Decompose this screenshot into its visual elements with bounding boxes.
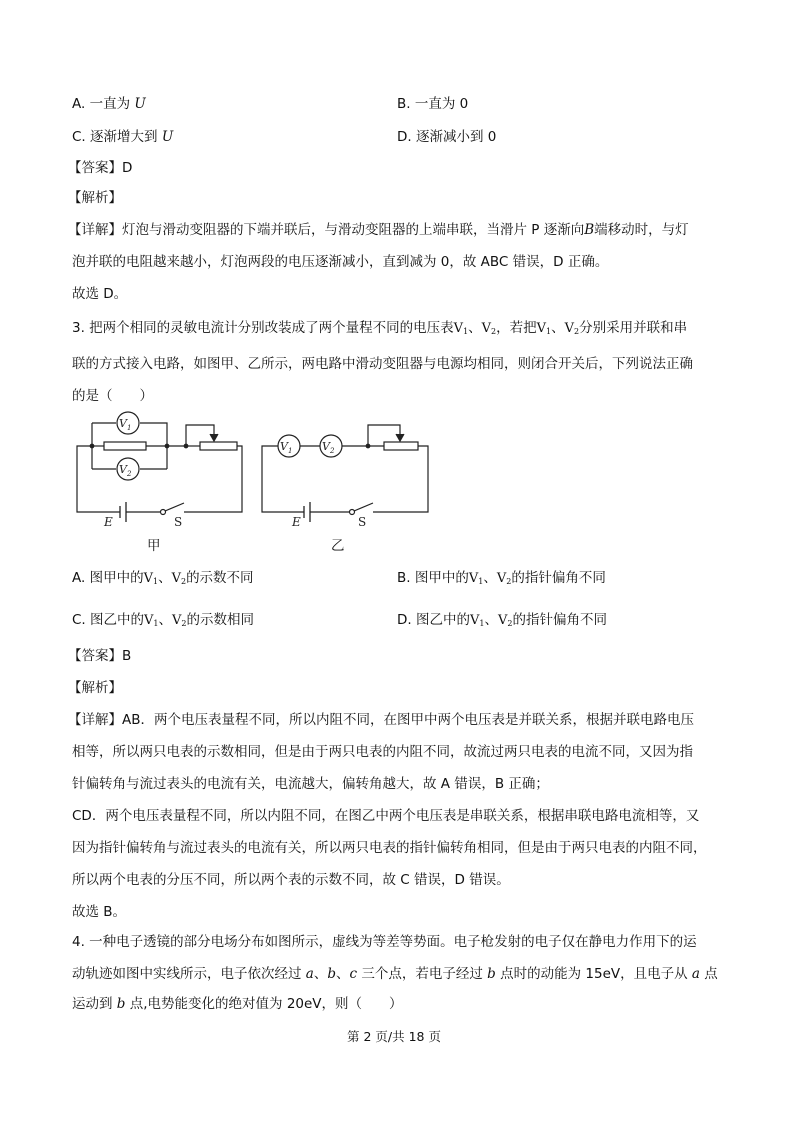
q2-detail-line-1: 【详解】灯泡与滑动变阻器的下端并联后，与滑动变阻器的上端串联，当滑片 P 逐渐向B端移动时，与灯 <box>68 222 689 238</box>
circuit-jia <box>77 412 242 529</box>
q2-detail-line-2: 泡并联的电阻越来越小，灯泡两段的电压逐渐减小，直到减为 0，故 ABC 错误，D 正确。 <box>72 254 609 270</box>
q2-option-a: A. 一直为 U <box>72 96 146 112</box>
q2-answer: 【答案】D <box>68 160 133 176</box>
q3-answer: 【答案】B <box>68 648 132 664</box>
q3-detail-line-5: 因为指针偏转角与流过表头的电流有关，所以两只电表的指针偏转角相同，但是由于两只电表的内阻不同， <box>72 840 707 856</box>
q3-analysis-heading: 【解析】 <box>68 680 122 696</box>
q2-conclusion: 故选 D。 <box>72 286 128 302</box>
q2-option-d: D. 逐渐减小到 0 <box>397 129 497 145</box>
q3-option-c: C. 图乙中的$V_1$、$V_2$的示数相同 <box>72 612 254 628</box>
svg-text:V1: $V_1$ <box>119 417 132 432</box>
q3-option-a: A. 图甲中的$V_1$、$V_2$的示数不同 <box>72 570 254 586</box>
q4-stem-line-3: 运动到 b 点,电势能变化的绝对值为 20eV，则（ ） <box>72 996 403 1012</box>
page-number: 第 2 页/共 18 页 <box>347 1029 441 1044</box>
q4-stem-line-1: 4. 一种电子透镜的部分电场分布如图所示，虚线为等差等势面。电子枪发射的电子仅在静电力作用下的运 <box>72 934 697 950</box>
svg-text:V2: $V_2$ <box>119 463 132 478</box>
q3-detail-line-2: 相等，所以两只电表的示数相同，但是由于两只电表的内阻不同，故流过两只电表的电流不同，又因为指 <box>72 744 693 760</box>
svg-text:V2: $V_2$ <box>322 440 335 455</box>
battery-label-e: E <box>104 515 113 529</box>
q3-option-d: D. 图乙中的$V_1$、$V_2$的指针偏角不同 <box>397 612 607 628</box>
switch-label-s: S <box>174 515 183 529</box>
q3-detail-line-1: 【详解】AB．两个电压表量程不同，所以内阻不同，在图甲中两个电压表是并联关系，根据并联电路电压 <box>68 712 694 728</box>
q3-detail-line-4: CD．两个电压表量程不同，所以内阻不同，在图乙中两个电压表是串联关系，根据串联电路电流相等，又 <box>72 808 700 824</box>
q2-option-b: B. 一直为 0 <box>397 96 469 112</box>
q3-conclusion: 故选 B。 <box>72 904 127 920</box>
figure-yi-caption: 乙 <box>331 538 345 554</box>
voltmeter-v1-symbol: $V_1$ <box>453 321 469 336</box>
q3-option-b: B. 图甲中的$V_1$、$V_2$的指针偏角不同 <box>397 570 606 586</box>
q3-stem-line-2: 联的方式接入电路，如图甲、乙所示，两电路中滑动变阻器与电源均相同，则闭合开关后，下列说法正确 <box>72 356 693 372</box>
q3-stem-line-1: 3. 把两个相同的灵敏电流计分别改装成了两个量程不同的电压表$V_1$、$V_2$，若把$V_1$、$V_2$分别采用并联和串 <box>72 320 688 336</box>
switch-label-s: S <box>358 515 367 529</box>
q4-stem-line-2: 动轨迹如图中实线所示，电子依次经过 a、b、c 三个点，若电子经过 b 点时的动能为 15eV，且电子从 a 点 <box>72 966 718 982</box>
q2-option-c: C. 逐渐增大到 U <box>72 129 174 145</box>
q3-detail-line-3: 针偏转角与流过表头的电流有关，电流越大，偏转角越大，故 A 错误，B 正确； <box>72 776 549 792</box>
circuit-figures <box>0 408 793 558</box>
q2-analysis-heading: 【解析】 <box>68 190 122 206</box>
q3-stem-line-3: 的是（ ） <box>72 388 153 404</box>
figure-jia-caption: 甲 <box>147 538 161 554</box>
circuit-yi <box>262 425 428 529</box>
q3-detail-line-6: 所以两个电表的分压不同，所以两个表的示数不同，故 C 错误，D 错误。 <box>72 872 510 888</box>
svg-text:V1: $V_1$ <box>280 440 293 455</box>
battery-label-e: E <box>292 515 301 529</box>
voltmeter-v2-symbol: $V_2$ <box>481 321 497 336</box>
